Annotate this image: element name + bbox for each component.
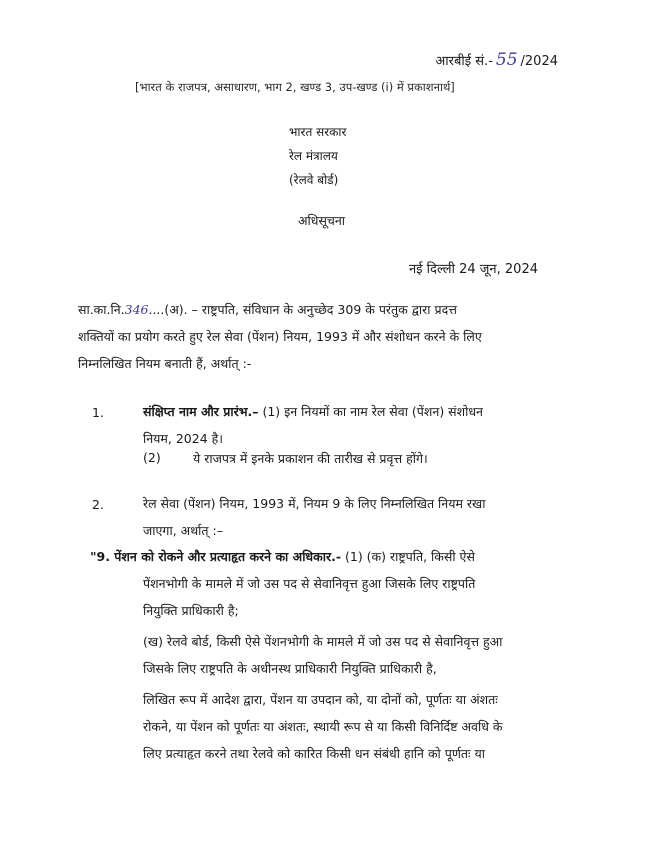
intro-line-2: शक्तियों का प्रयोग करते हुए रेल सेवा (पेंशन) नियम, 1993 में और संशोधन करने के लिए <box>78 329 482 344</box>
rule-9-order <box>143 686 502 767</box>
rule-9-order-line-3: लिए प्रत्याहृत करने तथा रेलवे को कारित किसी धन संबंधी हानि को पूर्णतः या <box>143 746 486 761</box>
place-date: नई दिल्ली 24 जून, 2024 <box>408 262 538 277</box>
rule-9-line-1: (1) (क) राष्ट्रपति, किसी ऐसे <box>341 549 475 564</box>
rule-1-sub-text: ये राजपत्र में इनके प्रकाशन की तारीख से प्रवृत्त होंगे। <box>193 451 428 466</box>
issuing-authority <box>289 120 346 192</box>
rule-9-heading: "9. पेंशन को रोकने और प्रत्याहृत करने का अधिकार.- <box>90 549 342 564</box>
ref-suffix: /2024 <box>520 54 558 69</box>
rule-9-kha-line-2: जिसके लिए राष्ट्रपति के अधीनस्थ प्राधिकारी नियुक्ति प्राधिकारी है, <box>143 661 437 676</box>
rule-2-line-2: जाएगा, अर्थात् :– <box>143 523 223 538</box>
intro-line-3: निम्नलिखित नियम बनाती हैं, अर्थात् :- <box>78 356 252 371</box>
gazette-note: [भारत के राजपत्र, असाधारण, भाग 2, खण्ड 3, उप-खण्ड (i) में प्रकाशनार्थ] <box>135 80 455 94</box>
ref-prefix: आरबीई सं.- <box>435 54 493 69</box>
rule-2 <box>143 490 486 544</box>
rule-9-line-2: पेंशनभोगी के मामले में जो उस पद से सेवानिवृत्त हुआ जिसके लिए राष्ट्रपति <box>143 576 476 591</box>
reference-number <box>435 50 558 70</box>
rule-1 <box>143 398 483 452</box>
rule-1-line-1: (1) इन नियमों का नाम रेल सेवा (पेंशन) संशोधन <box>258 404 483 419</box>
rule-2-number: 2. <box>92 497 104 512</box>
rule-2-line-1: रेल सेवा (पेंशन) नियम, 1993 में, नियम 9 के लिए निम्नलिखित नियम रखा <box>143 496 486 511</box>
rule-9-heading-line <box>90 543 475 570</box>
intro-line-1: ....(अ). – राष्ट्रपति, संविधान के अनुच्छेद 309 के परंतुक द्वारा प्रदत्त <box>148 302 457 317</box>
gsr-number-handwritten: 346 <box>124 302 149 317</box>
rule-9-kha <box>143 628 502 682</box>
gsr-prefix: सा.का.नि. <box>78 302 125 317</box>
ref-number-handwritten: 55 <box>495 50 518 70</box>
rule-9-order-line-2: रोकने, या पेंशन को पूर्णतः या अंशतः, स्थायी रूप से या किसी विनिर्दिष्ट अवधि के <box>143 719 503 734</box>
authority-line-2: रेल मंत्रालय <box>289 149 338 163</box>
rule-9-kha-line-1: (ख) रेलवे बोर्ड, किसी ऐसे पेंशनभोगी के मामले में जो उस पद से सेवानिवृत्त हुआ <box>143 634 503 649</box>
intro-paragraph <box>78 296 482 377</box>
authority-line-3: (रेलवे बोर्ड) <box>289 173 339 187</box>
rule-1-sub-number: (2) <box>143 450 161 465</box>
authority-line-1: भारत सरकार <box>289 125 347 139</box>
rule-9-order-line-1: लिखित रूप में आदेश द्वारा, पेंशन या उपदान को, या दोनों को, पूर्णतः या अंशतः <box>143 692 498 707</box>
rule-1-line-2: नियम, 2024 है। <box>143 431 224 446</box>
rule-9-ka <box>143 570 475 624</box>
rule-9-line-3: नियुक्ति प्राधिकारी है; <box>143 603 239 618</box>
rule-1-number: 1. <box>92 405 104 420</box>
notification-title: अधिसूचना <box>298 213 346 228</box>
rule-1-heading: संक्षिप्त नाम और प्रारंभ.– <box>143 404 259 419</box>
